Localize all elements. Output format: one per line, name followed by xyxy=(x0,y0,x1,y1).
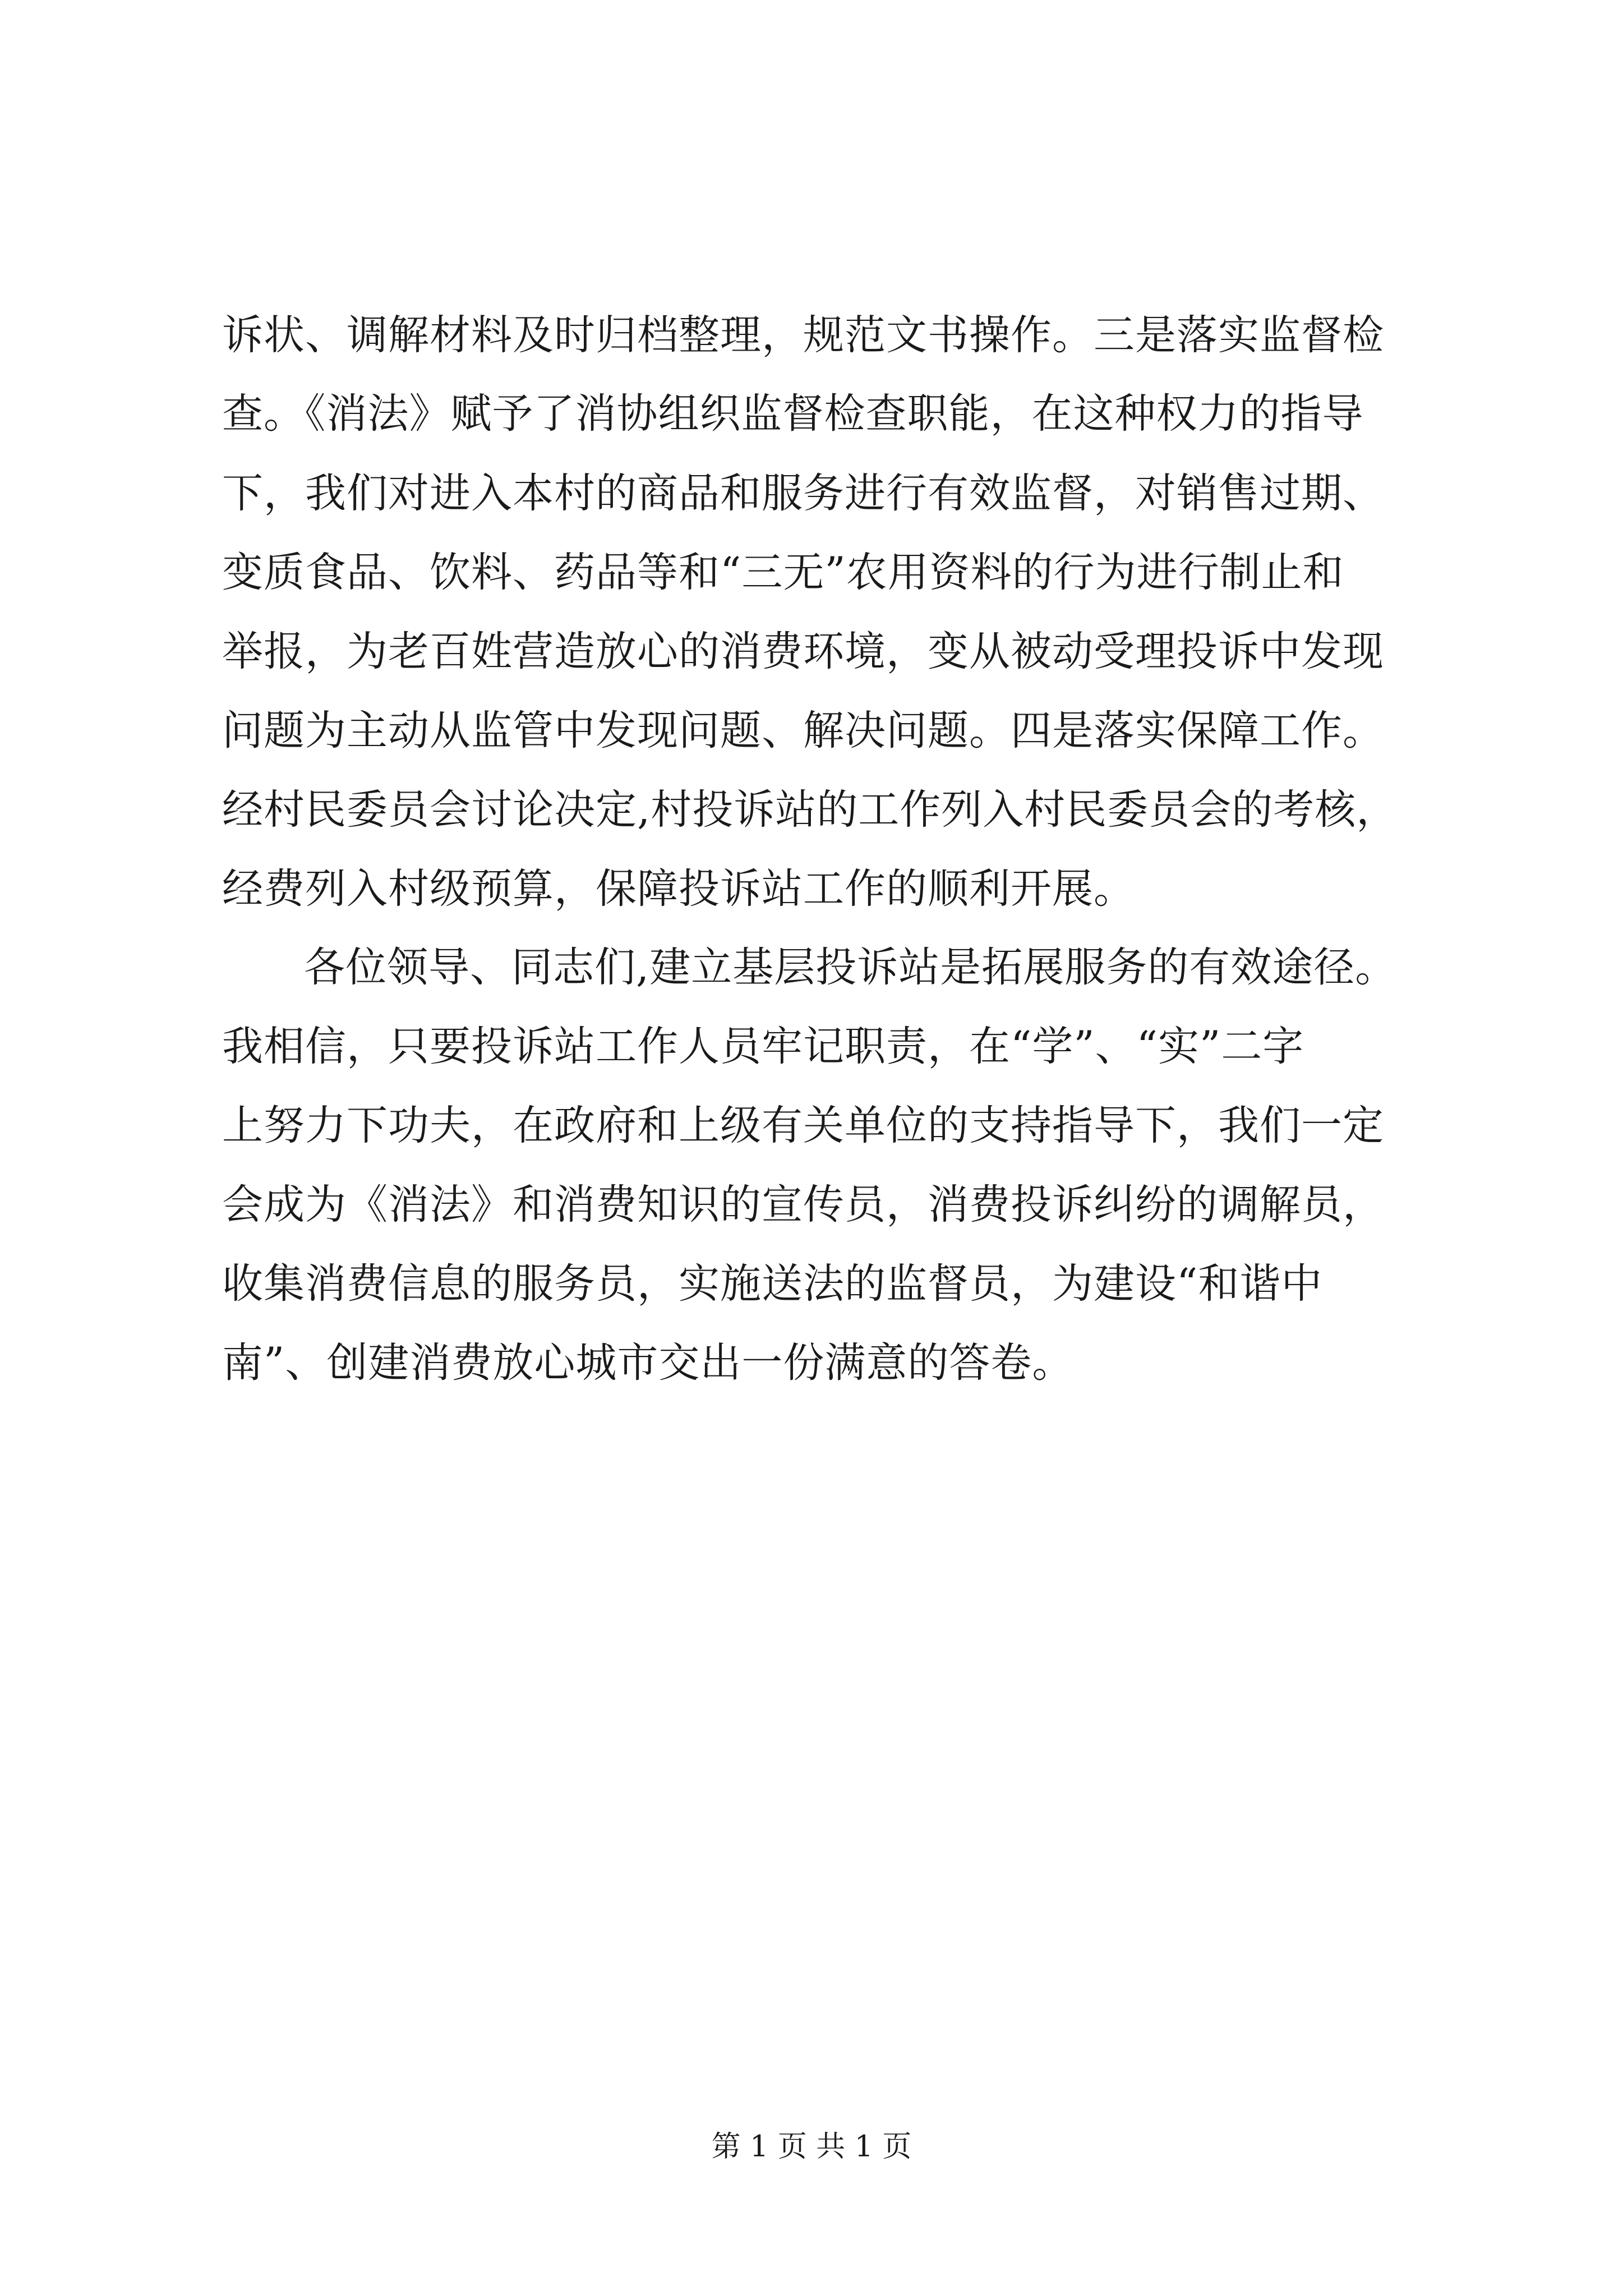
paragraph-1-line-6: 问题为主动从监管中发现问题、解决问题。四是落实保障工作。 xyxy=(222,707,1384,754)
paragraph-1-line-1: 诉状、调解材料及时归档整理，规范文书操作。三是落实监督检 xyxy=(222,311,1384,359)
paragraph-1-line-7: 经村民委员会讨论决定,村投诉站的工作列入村民委员会的考核， xyxy=(222,786,1398,834)
paragraph-2-line-6: 南”、创建消费放心城市交出一份满意的答卷。 xyxy=(222,1339,1074,1387)
paragraph-1-line-2: 查。《消法》赋予了消协组织监督检查职能，在这种权力的指导 xyxy=(222,390,1364,438)
paragraph-1-line-5: 举报，为老百姓营造放心的消费环境，变从被动受理投诉中发现 xyxy=(222,628,1384,675)
paragraph-2-line-3: 上努力下功夫，在政府和上级有关单位的支持指导下，我们一定 xyxy=(222,1102,1384,1149)
paragraph-1-line-8: 经费列入村级预算，保障投诉站工作的顺利开展。 xyxy=(222,865,1135,913)
paragraph-1-line-4: 变质食品、饮料、药品等和“三无”农用资料的行为进行制止和 xyxy=(222,549,1344,596)
paragraph-2-line-2: 我相信，只要投诉站工作人员牢记职责，在“学”、“实”二字 xyxy=(222,1023,1304,1070)
page-number-footer: 第 1 页 共 1 页 xyxy=(711,2130,912,2164)
paragraph-2-line-4: 会成为《消法》和消费知识的宣传员，消费投诉纠纷的调解员， xyxy=(222,1181,1384,1228)
paragraph-1-line-3: 下，我们对进入本村的商品和服务进行有效监督，对销售过期、 xyxy=(222,470,1384,517)
paragraph-2-line-1: 各位领导、同志们,建立基层投诉站是拓展服务的有效途径。 xyxy=(304,944,1397,991)
paragraph-2-line-5: 收集消费信息的服务员，实施送法的监督员，为建设“和谐中 xyxy=(222,1260,1323,1308)
